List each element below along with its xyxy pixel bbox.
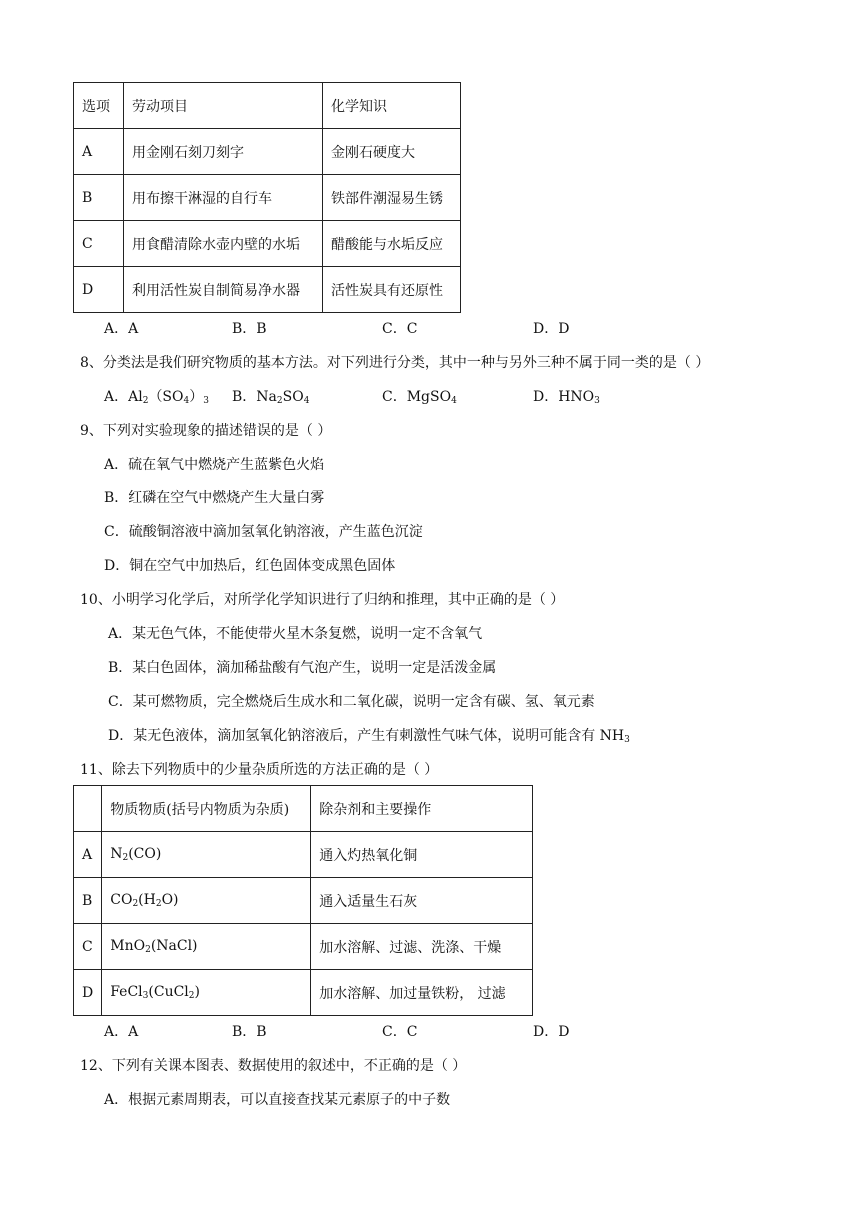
subscript: 3 bbox=[142, 991, 149, 1001]
table-cell: 活性炭具有还原性 bbox=[323, 267, 461, 313]
table-header-cell: 除杂剂和主要操作 bbox=[311, 786, 533, 832]
option-a[interactable]: A．A bbox=[104, 1024, 139, 1040]
table-header-cell: 选项 bbox=[74, 83, 124, 129]
formula-cell bbox=[102, 924, 311, 970]
q12-stem: 12、下列有关课本图表、数据使用的叙述中，不正确的是（ ） bbox=[80, 1058, 467, 1074]
option-c[interactable] bbox=[382, 387, 457, 411]
table-cell: 用布擦干淋湿的自行车 bbox=[124, 175, 323, 221]
formula-text: ) bbox=[194, 984, 200, 1000]
table-cell: 铁部件潮湿易生锈 bbox=[323, 175, 461, 221]
option-c[interactable]: C．硫酸铜溶液中滴加氢氧化钠溶液，产生蓝色沉淀 bbox=[104, 524, 423, 540]
formula-text: ） bbox=[189, 389, 204, 405]
option-c[interactable]: C．C bbox=[382, 1024, 418, 1040]
table-header-row bbox=[74, 83, 461, 129]
table-cell: C bbox=[74, 221, 124, 267]
subscript: 2 bbox=[142, 396, 149, 406]
table-row bbox=[74, 970, 533, 1016]
table-cell: 加水溶解、过滤、洗涤、干燥 bbox=[311, 924, 533, 970]
formula-text: D．HNO bbox=[533, 389, 595, 405]
table-cell: D bbox=[74, 267, 124, 313]
option-b[interactable] bbox=[232, 387, 309, 411]
option-b[interactable]: B．某白色固体，滴加稀盐酸有气泡产生，说明一定是活泼金属 bbox=[108, 660, 497, 676]
impurity-removal-table bbox=[73, 785, 533, 1016]
table-header-cell bbox=[74, 786, 102, 832]
table-row bbox=[74, 175, 461, 221]
formula-text: CO bbox=[110, 892, 133, 908]
table-row bbox=[74, 832, 533, 878]
labor-chemistry-table bbox=[73, 82, 461, 313]
table-cell: 用金刚石刻刀刻字 bbox=[124, 129, 323, 175]
table-header-row bbox=[74, 786, 533, 832]
formula-text: (NaCl) bbox=[150, 938, 198, 954]
option-d[interactable]: D．D bbox=[533, 1024, 570, 1040]
table-header-cell: 化学知识 bbox=[323, 83, 461, 129]
option-d[interactable]: D．D bbox=[533, 321, 570, 337]
option-a[interactable]: A．A bbox=[104, 321, 139, 337]
table-cell: 利用活性炭自制简易净水器 bbox=[124, 267, 323, 313]
formula-text: N bbox=[110, 846, 123, 862]
option-b[interactable]: B．B bbox=[232, 321, 267, 337]
table-cell: 金刚石硬度大 bbox=[323, 129, 461, 175]
table-row bbox=[74, 924, 533, 970]
table-cell: B bbox=[74, 878, 102, 924]
q8-stem: 8、分类法是我们研究物质的基本方法。对下列进行分类，其中一种与另外三种不属于同一类的是（ ） bbox=[80, 355, 710, 371]
option-a[interactable] bbox=[104, 387, 209, 411]
subscript: 2 bbox=[132, 899, 139, 909]
option-b[interactable]: B．B bbox=[232, 1024, 267, 1040]
formula-text: (CO) bbox=[128, 846, 162, 862]
q11-stem: 11、除去下列物质中的少量杂质所选的方法正确的是（ ） bbox=[80, 762, 439, 778]
table-row bbox=[74, 129, 461, 175]
table-cell: B bbox=[74, 175, 124, 221]
q10-stem: 10、小明学习化学后，对所学化学知识进行了归纳和推理，其中正确的是（ ） bbox=[80, 592, 565, 608]
option-d[interactable]: D．铜在空气中加热后，红色固体变成黑色固体 bbox=[104, 558, 396, 574]
table-cell: 加水溶解、加过量铁粉， 过滤 bbox=[311, 970, 533, 1016]
subscript: 3 bbox=[624, 735, 630, 745]
formula-text: O) bbox=[161, 892, 179, 908]
table-cell: D bbox=[74, 970, 102, 1016]
formula-text: B．Na bbox=[232, 389, 277, 405]
subscript: 3 bbox=[594, 396, 600, 406]
subscript: 4 bbox=[303, 396, 310, 406]
option-a[interactable]: A．某无色气体，不能使带火星木条复燃，说明一定不含氧气 bbox=[108, 626, 483, 642]
table-row bbox=[74, 878, 533, 924]
formula-text: C．MgSO bbox=[382, 389, 452, 405]
option-d[interactable] bbox=[533, 387, 600, 411]
formula-text: （SO bbox=[148, 389, 184, 405]
formula-text: A．Al bbox=[104, 389, 143, 405]
formula-cell bbox=[102, 970, 311, 1016]
table-row bbox=[74, 267, 461, 313]
table-cell: C bbox=[74, 924, 102, 970]
subscript: 2 bbox=[122, 853, 129, 863]
subscript: 4 bbox=[451, 396, 457, 406]
subscript: 2 bbox=[188, 991, 195, 1001]
formula-text: MnO bbox=[110, 938, 146, 954]
formula-text: (H bbox=[138, 892, 156, 908]
option-d[interactable] bbox=[108, 726, 630, 750]
subscript: 2 bbox=[276, 396, 283, 406]
formula-cell bbox=[102, 832, 311, 878]
table-cell: 通入灼热氧化铜 bbox=[311, 832, 533, 878]
formula-text: SO bbox=[282, 389, 304, 405]
table-header-cell: 劳动项目 bbox=[124, 83, 323, 129]
option-b[interactable]: B．红磷在空气中燃烧产生大量白雾 bbox=[104, 490, 325, 506]
option-a[interactable]: A．硫在氧气中燃烧产生蓝紫色火焰 bbox=[104, 457, 325, 473]
subscript: 2 bbox=[155, 899, 162, 909]
table-header-cell: 物质物质(括号内物质为杂质) bbox=[102, 786, 311, 832]
option-a[interactable]: A．根据元素周期表，可以直接查找某元素原子的中子数 bbox=[104, 1092, 451, 1108]
table-cell: 用食醋清除水壶内壁的水垢 bbox=[124, 221, 323, 267]
option-c[interactable]: C．某可燃物质，完全燃烧后生成水和二氧化碳，说明一定含有碳、氢、氧元素 bbox=[108, 694, 595, 710]
subscript: 4 bbox=[183, 396, 190, 406]
formula-text: (CuCl bbox=[148, 984, 189, 1000]
subscript: 2 bbox=[145, 945, 151, 955]
option-c[interactable]: C．C bbox=[382, 321, 418, 337]
formula-cell bbox=[102, 878, 311, 924]
table-cell: A bbox=[74, 832, 102, 878]
formula-text: FeCl bbox=[110, 984, 143, 1000]
table-cell: A bbox=[74, 129, 124, 175]
table-row bbox=[74, 221, 461, 267]
table-cell: 通入适量生石灰 bbox=[311, 878, 533, 924]
subscript: 3 bbox=[203, 396, 209, 406]
q9-stem: 9、下列对实验现象的描述错误的是（ ） bbox=[80, 423, 332, 439]
option-d-text: D．某无色液体，滴加氢氧化钠溶液后，产生有刺激性气味气体，说明可能含有 NH bbox=[108, 728, 625, 744]
table-cell: 醋酸能与水垢反应 bbox=[323, 221, 461, 267]
